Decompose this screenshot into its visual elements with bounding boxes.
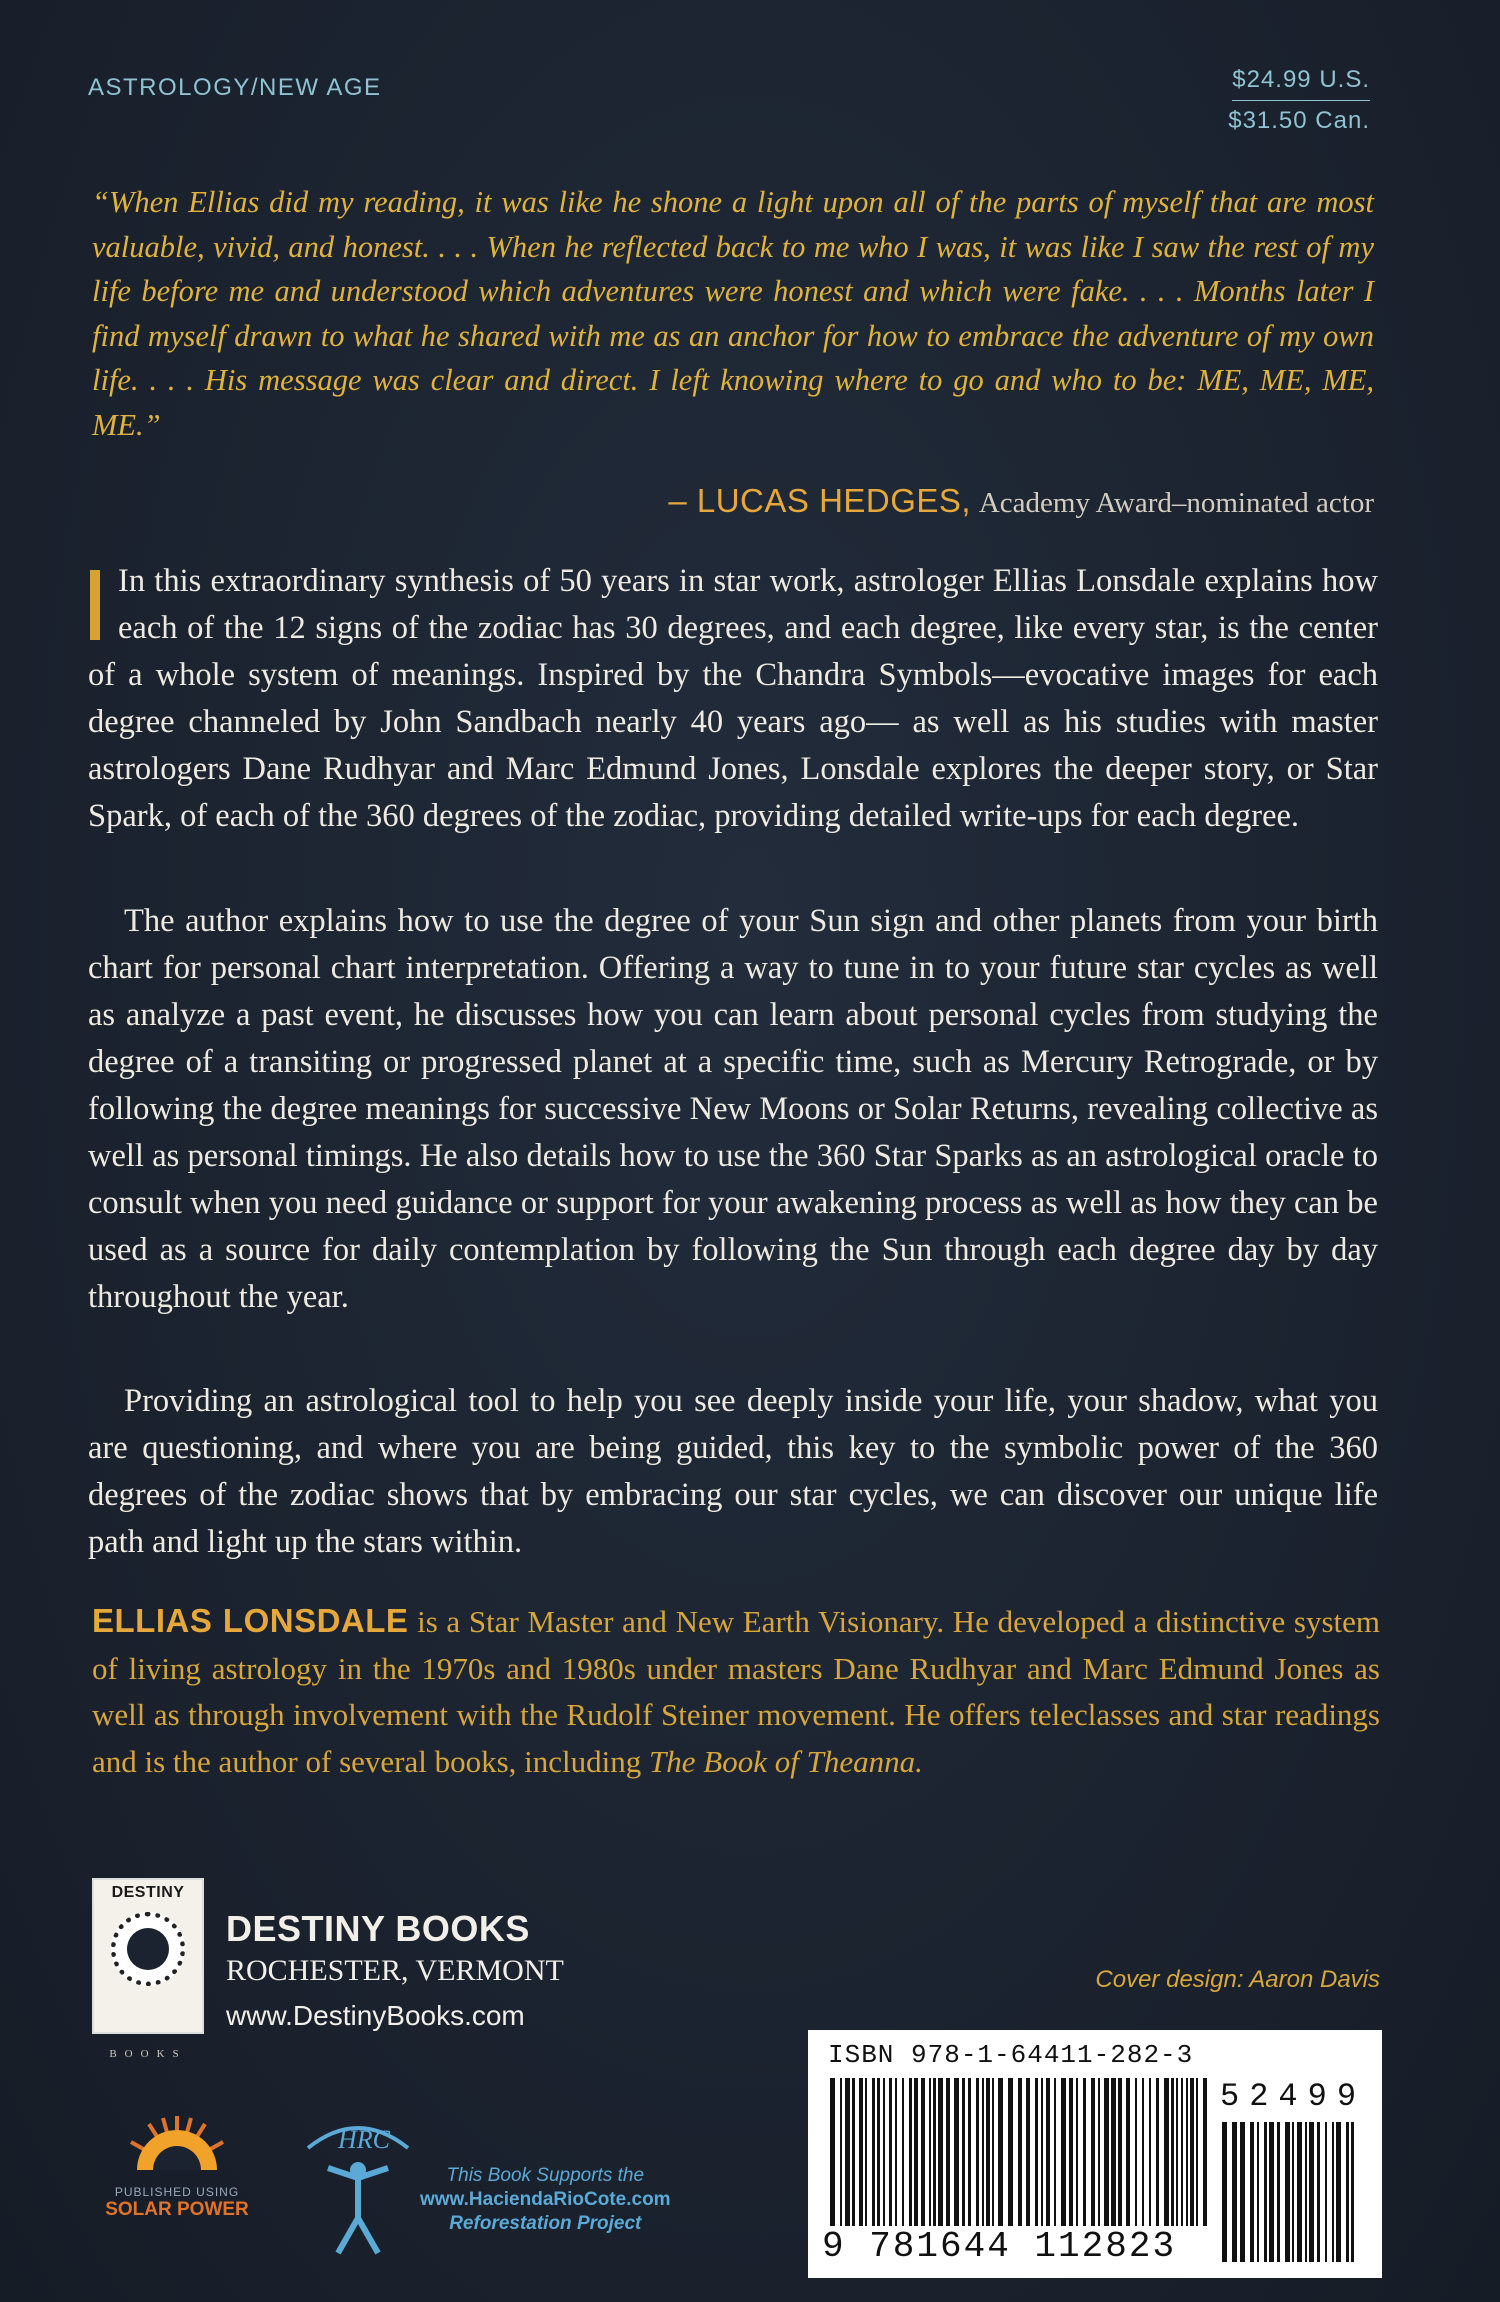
isbn-barcode xyxy=(808,2030,1382,2278)
barcode-bar xyxy=(938,2078,943,2226)
hrc-text xyxy=(420,2164,671,2236)
barcode-bar xyxy=(1222,2122,1227,2262)
barcode-bar xyxy=(1076,2078,1078,2226)
barcode-bar xyxy=(946,2078,950,2226)
barcode-bar xyxy=(1026,2078,1030,2226)
barcode-bar xyxy=(914,2078,918,2226)
barcode-bar xyxy=(998,2078,1003,2226)
barcode-bar xyxy=(1351,2122,1354,2262)
barcode-bar xyxy=(1104,2078,1109,2226)
sun-icon xyxy=(111,1912,185,1986)
barcode-bar xyxy=(1041,2078,1043,2226)
barcode-bars-icon xyxy=(828,2078,1208,2226)
logo-subtitle: BOOKS xyxy=(109,2048,187,2060)
barcode-bar xyxy=(1091,2078,1095,2226)
barcode-bar xyxy=(986,2078,990,2226)
category-label: ASTROLOGY/NEW AGE xyxy=(88,74,382,101)
barcode-bar xyxy=(1325,2122,1327,2262)
barcode-bar xyxy=(1061,2078,1066,2226)
sun-rays-icon xyxy=(117,2108,237,2178)
barcode-bar xyxy=(1142,2078,1144,2226)
tree-figure-icon xyxy=(298,2108,418,2258)
barcode-bar xyxy=(1176,2078,1178,2226)
barcode-bar xyxy=(1317,2122,1320,2262)
cover-design-credit: Cover design: Aaron Davis xyxy=(1095,1966,1380,1993)
destiny-books-logo xyxy=(92,1878,204,2060)
barcode-bar xyxy=(1018,2078,1022,2226)
barcode-bar xyxy=(1054,2078,1056,2226)
publisher-city: ROCHESTER, VERMONT xyxy=(226,1954,564,1987)
barcode-bar xyxy=(1269,2122,1274,2262)
barcode-bar xyxy=(889,2078,892,2226)
barcode-bar xyxy=(859,2078,863,2226)
barcode-bar xyxy=(982,2078,984,2226)
barcode-bar xyxy=(1046,2078,1050,2226)
barcode-bar xyxy=(1305,2122,1307,2262)
barcode-bar xyxy=(840,2078,842,2226)
barcode-bar xyxy=(1171,2078,1174,2226)
endorsement-attribution xyxy=(668,482,1374,520)
solar-caption: PUBLISHED USING xyxy=(114,2185,240,2199)
barcode-bar xyxy=(1098,2078,1100,2226)
author-bio xyxy=(92,1598,1380,1785)
barcode-bar xyxy=(895,2078,897,2226)
publisher-name: DESTINY BOOKS xyxy=(226,1908,530,1949)
barcode-digits: 9 781644 112823 xyxy=(822,2226,1177,2267)
endorser-name: – LUCAS HEDGES, xyxy=(668,482,972,519)
description-text-1: In this extraordinary synthesis of 50 years in star work, astrologer Ellias Lonsdale explains how each of the 12 signs of the zodiac has 30 degrees, and each degree, like every star, is the center of a whole system of meanings. Inspired by the Chandra Symbols—evocative images for each degree channeled by John Sandbach nearly 40 years ago— as well as his studies with master astrologers Dane Rudhyar and Marc Edmund Jones, Lonsdale explores the deeper story, or Star Spark, of each of the 360 degrees of the zodiac, providing detailed write-ups for each degree. xyxy=(88,563,1378,834)
barcode-bar xyxy=(1111,2078,1116,2226)
barcode-bar xyxy=(992,2078,994,2226)
solar-power-logo xyxy=(92,2108,262,2221)
barcode-bar xyxy=(830,2078,835,2226)
hrc-url: www.HaciendaRioCote.com xyxy=(420,2189,671,2210)
hrc-logo xyxy=(298,2108,418,2263)
barcode-bar xyxy=(1250,2122,1254,2262)
barcode-bar xyxy=(929,2078,931,2226)
barcode-bar xyxy=(1190,2078,1194,2226)
author-name: ELLIAS LONSDALE xyxy=(92,1602,409,1639)
barcode-bar xyxy=(1186,2078,1188,2226)
price-us: $24.99 U.S. xyxy=(1232,66,1370,101)
barcode-bar xyxy=(1164,2078,1169,2226)
solar-label: SOLAR POWER xyxy=(105,2199,249,2220)
hrc-logo-text: HRC xyxy=(338,2125,390,2154)
barcode-bar xyxy=(1196,2078,1198,2226)
hrc-line-3: Reforestation Project xyxy=(449,2213,642,2234)
description-paragraph-1 xyxy=(88,558,1378,840)
barcode-bar xyxy=(1332,2122,1334,2262)
author-bio-text: is a Star Master and New Earth Visionary. He developed a distinctive system of living astrology in the 1970s and 1980s under masters Dane Rudhyar and Marc Edmund Jones as well as through involvement with the Rudolf Steiner movement. He offers teleclasses and star readings and is the author of several books, including xyxy=(92,1604,1380,1779)
book-title: The Book of Theanna. xyxy=(649,1743,923,1779)
barcode-bar xyxy=(1135,2078,1137,2226)
barcode-addon-digits: 52499 xyxy=(1220,2078,1367,2115)
publisher-info xyxy=(226,1908,564,2032)
barcode-bar xyxy=(865,2078,867,2226)
barcode-bar xyxy=(883,2078,885,2226)
barcode-bar xyxy=(852,2078,855,2226)
barcode-bar xyxy=(1149,2078,1151,2226)
barcode-bar xyxy=(872,2078,875,2226)
barcode-bar xyxy=(909,2078,912,2226)
barcode-bar xyxy=(1126,2078,1130,2226)
description-paragraph-2: The author explains how to use the degree of your Sun sign and other planets from your birth chart for personal chart interpretation. Offering a way to tune in to your future star cycles as well as analyze a past event, he discusses how you can learn about personal cycles from studying the degree of a transiting or progressed planet at a specific time, such as Mercury Retrograde, or by following the degree meanings for successive New Moons or Solar Returns, revealing collective as well as personal timings. He also details how to use the 360 Star Sparks as an astrological oracle to consult when you need guidance or support for your awakening process as well as how they can be used as a source for daily contemplation by following the Sun through each degree day by day throughout the year. xyxy=(88,903,1378,1315)
barcode-bar xyxy=(1083,2078,1086,2226)
barcode-bar xyxy=(1297,2122,1302,2262)
barcode-bar xyxy=(1292,2122,1294,2262)
isbn-label: ISBN 978-1-64411-282-3 xyxy=(828,2040,1194,2070)
barcode-bar xyxy=(1035,2078,1038,2226)
barcode-bar xyxy=(1156,2078,1159,2226)
barcode-bar xyxy=(1181,2078,1183,2226)
endorser-role: Academy Award–nominated actor xyxy=(978,487,1374,519)
logo-wordmark: DESTINY xyxy=(111,1884,185,1901)
barcode-bar xyxy=(1257,2122,1259,2262)
barcode-bar xyxy=(933,2078,936,2226)
hrc-line-1: This Book Supports the xyxy=(446,2165,645,2186)
barcode-bar xyxy=(921,2078,925,2226)
barcode-bar xyxy=(1203,2078,1207,2226)
barcode-bar xyxy=(1008,2078,1013,2226)
barcode-bar xyxy=(1232,2122,1237,2262)
dropcap-bar xyxy=(90,570,100,640)
barcode-addon-bars-icon xyxy=(1220,2122,1360,2262)
barcode-bar xyxy=(976,2078,979,2226)
barcode-bar xyxy=(1346,2122,1349,2262)
barcode-bar xyxy=(902,2078,904,2226)
barcode-bar xyxy=(1277,2122,1280,2262)
barcode-bar xyxy=(1069,2078,1073,2226)
barcode-bar xyxy=(845,2078,850,2226)
publisher-url: www.DestinyBooks.com xyxy=(226,2000,525,2031)
barcode-bar xyxy=(1309,2122,1314,2262)
price-block xyxy=(1228,66,1370,135)
barcode-bar xyxy=(1336,2122,1341,2262)
barcode-bar xyxy=(1240,2122,1245,2262)
endorsement-quote: “When Ellias did my reading, it was like he shone a light upon all of the parts of myself that are most valuable, vivid, and honest. . . . When he reflected back to me who I was, it was like I saw the rest of my life before me and understood which adventures were honest and which were fake. . . . Months later I find myself drawn to what he shared with me as an anchor for how to embrace the adventure of my own life. . . . His message was clear and direct. I left knowing where to go and who to be: ME, ME, ME, ME.” xyxy=(92,185,1374,442)
barcode-bar xyxy=(877,2078,880,2226)
barcode-bar xyxy=(1118,2078,1122,2226)
barcode-bar xyxy=(968,2078,971,2226)
description-paragraph-3: Providing an astrological tool to help you see deeply inside your life, your shadow, what you are questioning, and where you are being guided, this key to the symbolic power of the 360 degrees of the zodiac shows that by embracing our star cycles, we can discover our unique life path and light up the stars within. xyxy=(88,1383,1378,1560)
barcode-bar xyxy=(962,2078,965,2226)
barcode-bar xyxy=(1264,2122,1267,2262)
barcode-bar xyxy=(954,2078,959,2226)
barcode-bar xyxy=(1285,2122,1290,2262)
price-canada: $31.50 Can. xyxy=(1228,107,1370,134)
